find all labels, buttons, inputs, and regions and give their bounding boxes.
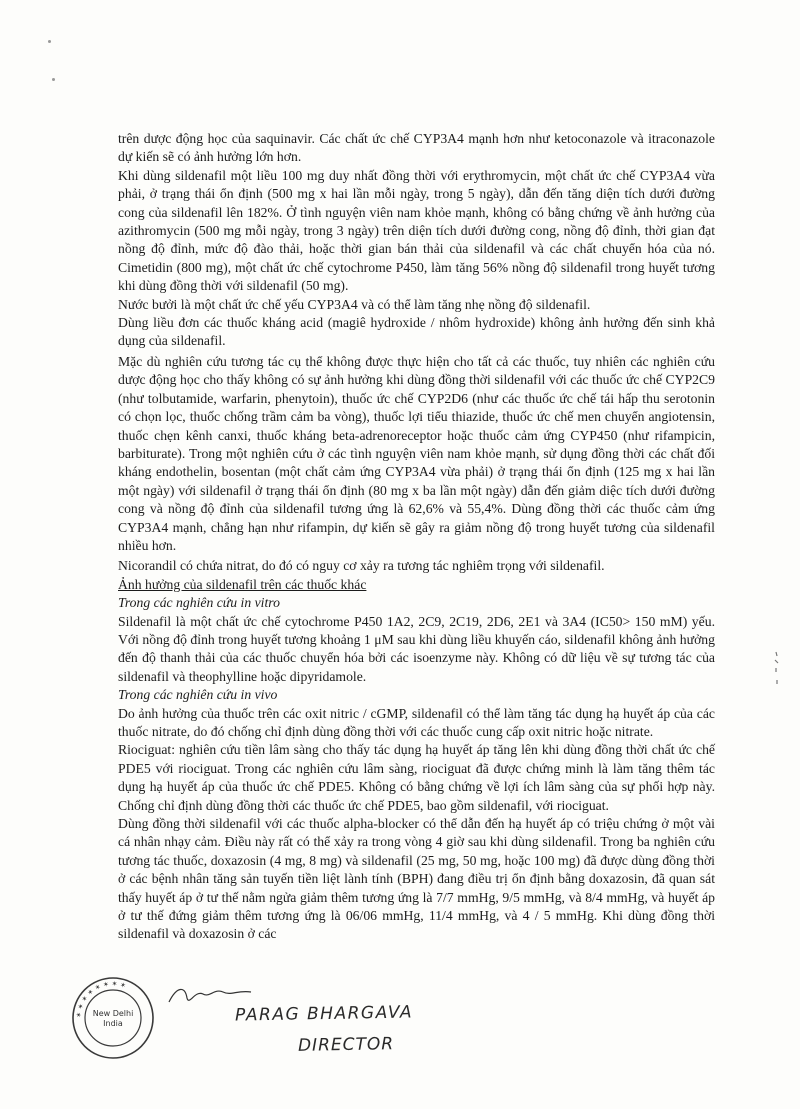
paragraph: Dùng đồng thời sildenafil với các thuốc alpha-blocker có thể dẫn đến hạ huyết áp có triệu chứng ở một vài cá nhân nhạy cảm. Điều này rất có thể xảy ra trong vòng 4 giờ sau khi dùng sildenafil. Trong ba nghiên cứu tương tác thuốc, doxazosin (4 mg, 8 mg) và sildenafil (25 mg, 50 mg, hoặc 100 mg) đã được dùng đồng thời ở các bệnh nhân tăng sản tuyến tiền liệt lành tính (BPH) đang điều trị ổn định bằng doxazosin, đã quan sát thấy huyết áp ở tư thế nằm ngửa giảm thêm tương ứng là 7/7 mmHg, 9/5 mmHg, và 8/4 mmHg, và huyết áp ở tư thế đứng giảm thêm tương ứng là 06/06 mmHg, 11/4 mmHg, và 4 / 5 mmHg. Khi dùng đồng thời sildenafil và doxazosin ở các	[118, 816, 715, 942]
paragraph: Do ảnh hưởng của thuốc trên các oxit nitric / cGMP, sildenafil có thể làm tăng tác dụng hạ huyết áp của các thuốc nitrate, do đó chống chỉ định dùng đồng thời với các thuốc cung cấp oxit nitric hoặc nitrate.	[118, 705, 715, 739]
signer-name: PARAG BHARGAVA	[234, 1002, 414, 1026]
section-heading-effects: Ảnh hưởng của sildenafil trên các thuốc khác	[118, 576, 367, 592]
paragraph: Khi dùng sildenafil một liều 100 mg duy nhất đồng thời với erythromycin, một chất ức chế CYP3A4 vừa phải, ở trạng thái ổn định (500 mg x hai lần mỗi ngày, trong 5 ngày), dẫn đến tăng diện tích dưới đường cong của sildenafil lên 182%. Ở tình nguyện viên nam khỏe mạnh, không có bằng chứng về ảnh hưởng của azithromycin (500 mg mỗi ngày, trong 3 ngày) trên diện tích dưới đường cong, nồng độ đỉnh, thời gian đạt nồng độ đỉnh, mức độ đào thải, hoặc thời gian bán thải của sildenafil và các chất chuyển hóa của nó. Cimetidin (800 mg), một chất ức chế cytochrome P450, làm tăng 56% nồng độ sildenafil trong huyết tương khi dùng đồng thời với sildenafil (50 mg).	[118, 167, 715, 294]
paragraph: Nicorandil có chứa nitrat, do đó có nguy cơ xảy ra tương tác nghiêm trọng với sildenafil.	[118, 558, 605, 574]
svg-text:India: India	[103, 1019, 123, 1028]
paragraph: Riociguat: nghiên cứu tiền lâm sàng cho thấy tác dụng hạ huyết áp tăng lên khi dùng đồng thời chất ức chế PDE5 với riociguat. Trong các nghiên cứu lâm sàng, riociguat đã được chứng minh là làm tăng thêm tác dụng hạ huyết áp của thuốc ức chế PDE5. Không có bằng chứng về lợi ích lâm sàng của sự phối hợp này. Chống chỉ định dùng đồng thời các thuốc ức chế PDE5, bao gồm sildenafil, với riociguat.	[118, 742, 715, 813]
paragraph: Sildenafil là một chất ức chế cytochrome P450 1A2, 2C9, 2C19, 2D6, 2E1 và 3A4 (IC50> 150 mM) yếu. Với nồng độ đỉnh trong huyết tương khoảng 1 μM sau khi dùng liều khuyến cáo, sildenafil không ảnh hưởng đến độ thanh thải của các thuốc chuyển hóa bởi các isoenzyme này. Không có dữ liệu về sự tương tác của sildenafil và theophylline hoặc dipyridamole.	[118, 613, 715, 684]
document-body	[118, 130, 715, 944]
scan-speck	[52, 78, 55, 81]
paragraph: Nước bưởi là một chất ức chế yếu CYP3A4 và có thể làm tăng nhẹ nồng độ sildenafil.	[118, 296, 591, 312]
stamp-text: New Delhi	[92, 1009, 134, 1018]
company-seal-stamp	[70, 975, 156, 1061]
paragraph: trên dược động học của saquinavir. Các chất ức chế CYP3A4 mạnh hơn như ketoconazole và itraconazole dự kiến sẽ có ảnh hưởng lớn hơn.	[118, 131, 715, 165]
scan-speck	[48, 40, 51, 43]
paragraph: Mặc dù nghiên cứu tương tác cụ thể không được thực hiện cho tất cả các thuốc, tuy nhiên các nghiên cứu dược động học cho thấy không có sự ảnh hưởng khi dùng đồng thời sildenafil với các thuốc ức chế CYP2C9 (như tolbutamide, warfarin, phenytoin), thuốc ức chế CYP2D6 (như các thuốc ức chế tái hấp thu serotonin có chọn lọc, thuốc chống trầm cảm ba vòng), thuốc lợi tiểu thiazide, thuốc ức chế men chuyển angiotensin, thuốc chẹn kênh canxi, thuốc kháng beta-adrenoreceptor hoặc thuốc cảm ứng CYP450 (như rifampicin, barbiturate). Trong một nghiên cứu ở các tình nguyện viên nam khỏe mạnh, sử dụng đồng thời các chất đối kháng endothelin, bosentan (một chất cảm ứng CYP3A4 vừa phải) ở trạng thái ổn định (125 mg x hai lần một ngày) với sildenafil ở trạng thái ổn định (80 mg x ba lần một ngày) dẫn đến giảm diệc tích dưới đường cong và nồng độ đỉnh của sildenafil tương ứng là 62,6% và 55,4%. Dùng đồng thời các thuốc cảm ứng CYP3A4 mạnh, chẳng hạn như rifampin, dự kiến sẽ gây ra giảm nồng độ trong huyết tương của sildenafil nhiều hơn.	[118, 353, 715, 553]
signer-title: DIRECTOR	[297, 1034, 395, 1056]
svg-text:✶ ✶ ✶ ✶ ✶ ✶ ✶ ✶: ✶ ✶ ✶ ✶ ✶ ✶ ✶ ✶	[74, 979, 127, 1019]
subheading-in-vivo: Trong các nghiên cứu in vivo	[118, 687, 278, 703]
subheading-in-vitro: Trong các nghiên cứu in vitro	[118, 595, 280, 611]
margin-mark-icon	[770, 650, 784, 690]
paragraph: Dùng liều đơn các thuốc kháng acid (magiê hydroxide / nhôm hydroxide) không ảnh hưởng đến sinh khả dụng của sildenafil.	[118, 315, 715, 349]
